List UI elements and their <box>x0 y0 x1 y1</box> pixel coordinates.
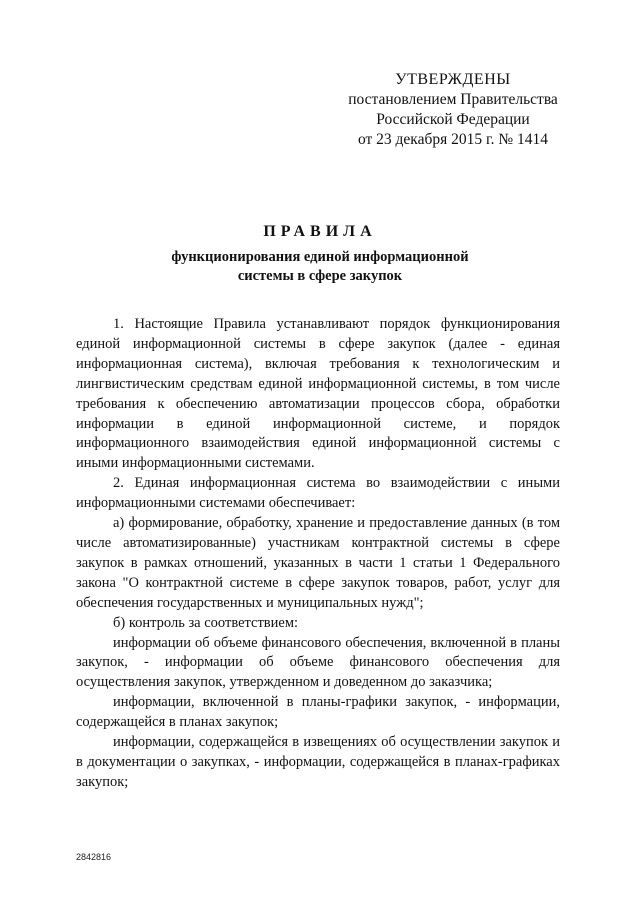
approval-stamp <box>338 70 568 150</box>
document-body <box>76 315 560 793</box>
document-code: 2842816 <box>76 852 112 862</box>
paragraph-2a: а) формирование, обработку, хранение и предоставление данных (в том числе автоматизированные) участникам контрактной системы в сфере закупок в рамках отношений, указанных в части 1 статьи 1 Федерального закона "О контрактной системе в сфере закупок товаров, работ, услуг для обеспечения государственных и муниципальных нужд"; <box>76 515 560 611</box>
document-title: ПРАВИЛА <box>263 223 377 240</box>
approval-title: УТВЕРЖДЕНЫ <box>395 71 511 88</box>
paragraph-1: 1. Настоящие Правила устанавливают порядок функционирования единой информационной системы в сфере закупок (далее - единая информационная система), включая требования к технологическим и лингвистическим средствам единой информационной системы, в том числе требования к обеспечению автоматизации процессов сбора, обработки информации в единой информационной системе, и порядок информационного взаимодействия единой информационной системы с иными информационными системами. <box>76 316 560 472</box>
approval-line-1: постановлением Правительства <box>348 91 558 108</box>
paragraph-2: 2. Единая информационная система во взаимодействии с иными информационными системами обеспечивает: <box>76 475 560 512</box>
paragraph-2b: б) контроль за соответствием: <box>113 614 299 631</box>
approval-line-3: от 23 декабря 2015 г. № 1414 <box>357 131 549 148</box>
document-subtitle <box>0 248 640 286</box>
paragraph-2b-item-3: информации, содержащейся в извещениях об осуществлении закупок и в документации о закупках, - информации, содержащейся в планах-графиках закупок; <box>76 734 560 790</box>
document-subtitle-line-2: системы в сфере закупок <box>237 268 403 284</box>
paragraph-2b-item-1: информации об объеме финансового обеспечения, включенной в планы закупок, - информации об объеме финансового обеспечения для осуществления закупок, утвержденном и доведенном до заказчика; <box>76 634 560 691</box>
document-heading <box>0 222 640 286</box>
document-subtitle-line-1: функционирования единой информационной <box>171 249 469 265</box>
approval-line-2: Российской Федерации <box>376 111 530 128</box>
paragraph-2b-item-2: информации, включенной в планы-графики закупок, - информации, содержащейся в планах закупок; <box>76 694 560 731</box>
